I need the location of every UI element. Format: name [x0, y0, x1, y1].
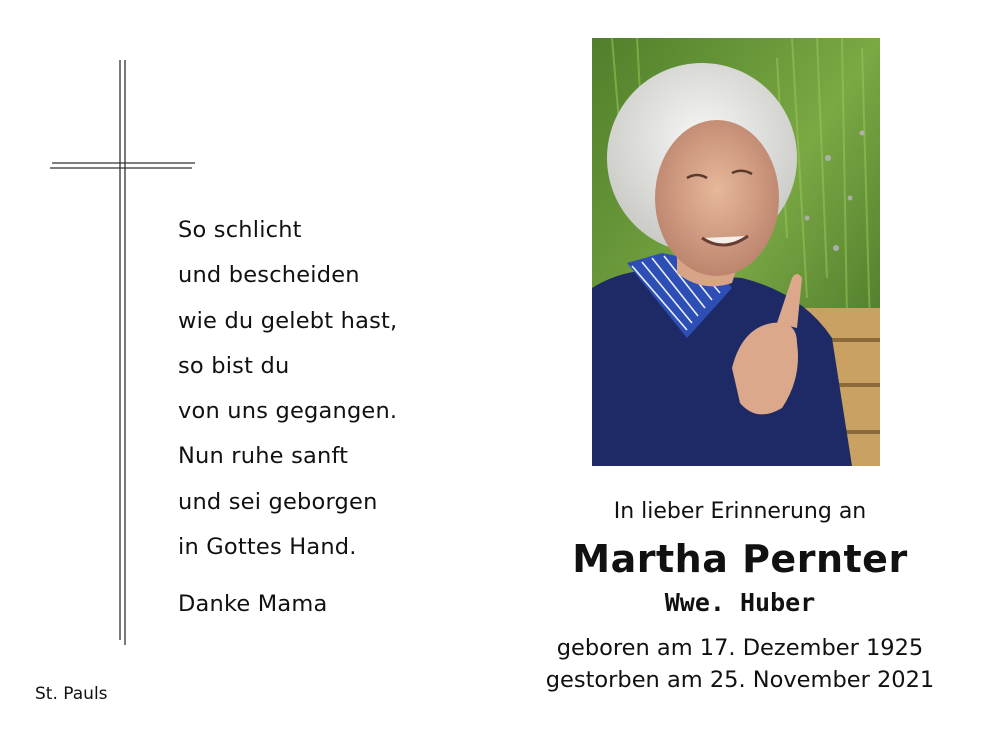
poem-line: und sei geborgen [178, 488, 378, 515]
poem-line: So schlicht [178, 217, 302, 243]
poem-line: in Gottes Hand. [178, 534, 357, 561]
poem-line: wie du gelebt hast, [178, 307, 398, 334]
poem-line: so bist du [178, 352, 290, 379]
poem-line: Nun ruhe sanft [178, 443, 349, 470]
memorial-intro: In lieber Erinnerung an [613, 499, 867, 524]
poem-line: von uns gegangen. [178, 398, 398, 425]
life-dates [520, 632, 960, 696]
memorial-info [520, 496, 960, 696]
poem-line: und bescheiden [178, 262, 360, 289]
place-label: St. Pauls [35, 684, 108, 704]
death-date: gestorben am 25. November 2021 [545, 667, 935, 693]
portrait-photo [592, 38, 880, 466]
poem [178, 208, 397, 628]
birth-date: geboren am 17. Dezember 1925 [556, 635, 924, 661]
widow-of: Wwe. Huber [664, 588, 816, 617]
deceased-name: Martha Pernter [572, 537, 908, 581]
thanks-line: Danke Mama [178, 591, 328, 618]
